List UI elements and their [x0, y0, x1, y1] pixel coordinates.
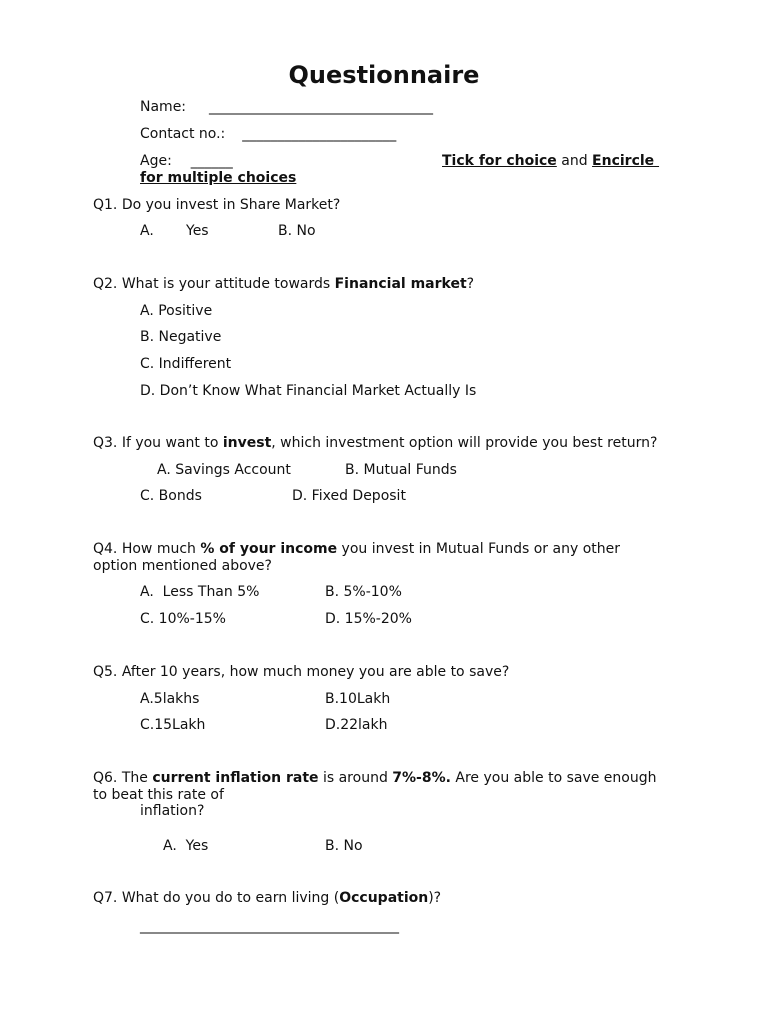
name-answer-line[interactable]: ________________________________	[208, 99, 433, 115]
q3-option-b[interactable]: B. Mutual Funds	[345, 462, 457, 478]
q7-answer-line[interactable]: _____________________________________	[140, 918, 399, 934]
q5-option-b[interactable]: B.10Lakh	[325, 691, 391, 707]
q1-option-a-letter[interactable]: A.	[140, 223, 154, 239]
q4-option-c[interactable]: C. 10%-15%	[140, 611, 226, 627]
instruction-and: and	[556, 153, 593, 169]
q6-text-mid: is around	[318, 770, 393, 786]
q4-text-post: you invest in Mutual Funds or any other	[337, 541, 620, 557]
q6-question-line-3: inflation?	[140, 803, 205, 819]
q4-option-a[interactable]: A. Less Than 5%	[140, 584, 260, 600]
page-title: Questionnaire	[288, 61, 480, 89]
q7-question	[93, 890, 441, 907]
q2-question	[93, 276, 474, 293]
q1-option-a[interactable]: Yes	[186, 223, 209, 239]
contact-field-row	[140, 126, 396, 143]
q4-option-d[interactable]: D. 15%-20%	[325, 611, 412, 627]
q2-text-bold: Financial market	[334, 276, 467, 292]
q3-text-post: , which investment option will provide you best return?	[271, 435, 658, 451]
q5-question: Q5. After 10 years, how much money you are able to save?	[93, 664, 510, 680]
q3-text-pre: Q3. If you want to	[93, 435, 223, 451]
contact-label: Contact no.:	[140, 126, 226, 142]
q6-text-pre: Q6. The	[93, 770, 153, 786]
q4-question	[93, 541, 620, 558]
q3-text-bold: invest	[222, 435, 272, 451]
name-label: Name:	[140, 99, 187, 115]
q4-question-line-2: option mentioned above?	[93, 558, 272, 574]
multiple-choices-instruction: for multiple choices	[140, 170, 297, 186]
encircle-instruction: Encircle	[592, 153, 660, 169]
q7-text-pre: Q7. What do you do to earn living (	[93, 890, 340, 906]
q7-text-bold: Occupation	[339, 890, 429, 906]
q4-option-b[interactable]: B. 5%-10%	[325, 584, 402, 600]
q7-text-post: )?	[428, 890, 442, 906]
q6-text-bold-2: 7%-8%.	[392, 770, 451, 786]
instruction-line-1	[442, 153, 659, 170]
q5-option-a[interactable]: A.5lakhs	[140, 691, 200, 707]
q5-option-c[interactable]: C.15Lakh	[140, 717, 206, 733]
q2-text-pre: Q2. What is your attitude towards	[93, 276, 335, 292]
q6-text-bold-1: current inflation rate	[152, 770, 319, 786]
q4-text-bold: % of your income	[200, 541, 338, 557]
q3-option-c[interactable]: C. Bonds	[140, 488, 202, 504]
name-field-row	[140, 99, 433, 116]
q1-question: Q1. Do you invest in Share Market?	[93, 197, 341, 213]
q5-option-d[interactable]: D.22lakh	[325, 717, 388, 733]
q6-option-a[interactable]: A. Yes	[163, 838, 209, 854]
age-answer-line[interactable]: ______	[190, 153, 233, 169]
tick-instruction: Tick for choice	[442, 153, 557, 169]
contact-answer-line[interactable]: ______________________	[242, 126, 397, 142]
q4-text-pre: Q4. How much	[93, 541, 201, 557]
q6-question-line-2: to beat this rate of	[93, 787, 224, 803]
q3-option-d[interactable]: D. Fixed Deposit	[292, 488, 406, 504]
age-label: Age:	[140, 153, 172, 169]
q3-question	[93, 435, 657, 452]
q6-option-b[interactable]: B. No	[325, 838, 363, 854]
q6-question	[93, 770, 657, 787]
q2-option-c[interactable]: C. Indifferent	[140, 356, 232, 372]
q3-option-a[interactable]: A. Savings Account	[157, 462, 291, 478]
q1-option-b[interactable]: B. No	[278, 223, 316, 239]
q2-option-d[interactable]: D. Don’t Know What Financial Market Actually Is	[140, 383, 477, 399]
q2-text-post: ?	[466, 276, 475, 292]
age-field-row	[140, 153, 233, 170]
q6-text-post: Are you able to save enough	[450, 770, 657, 786]
q2-option-b[interactable]: B. Negative	[140, 329, 222, 345]
q2-option-a[interactable]: A. Positive	[140, 303, 213, 319]
